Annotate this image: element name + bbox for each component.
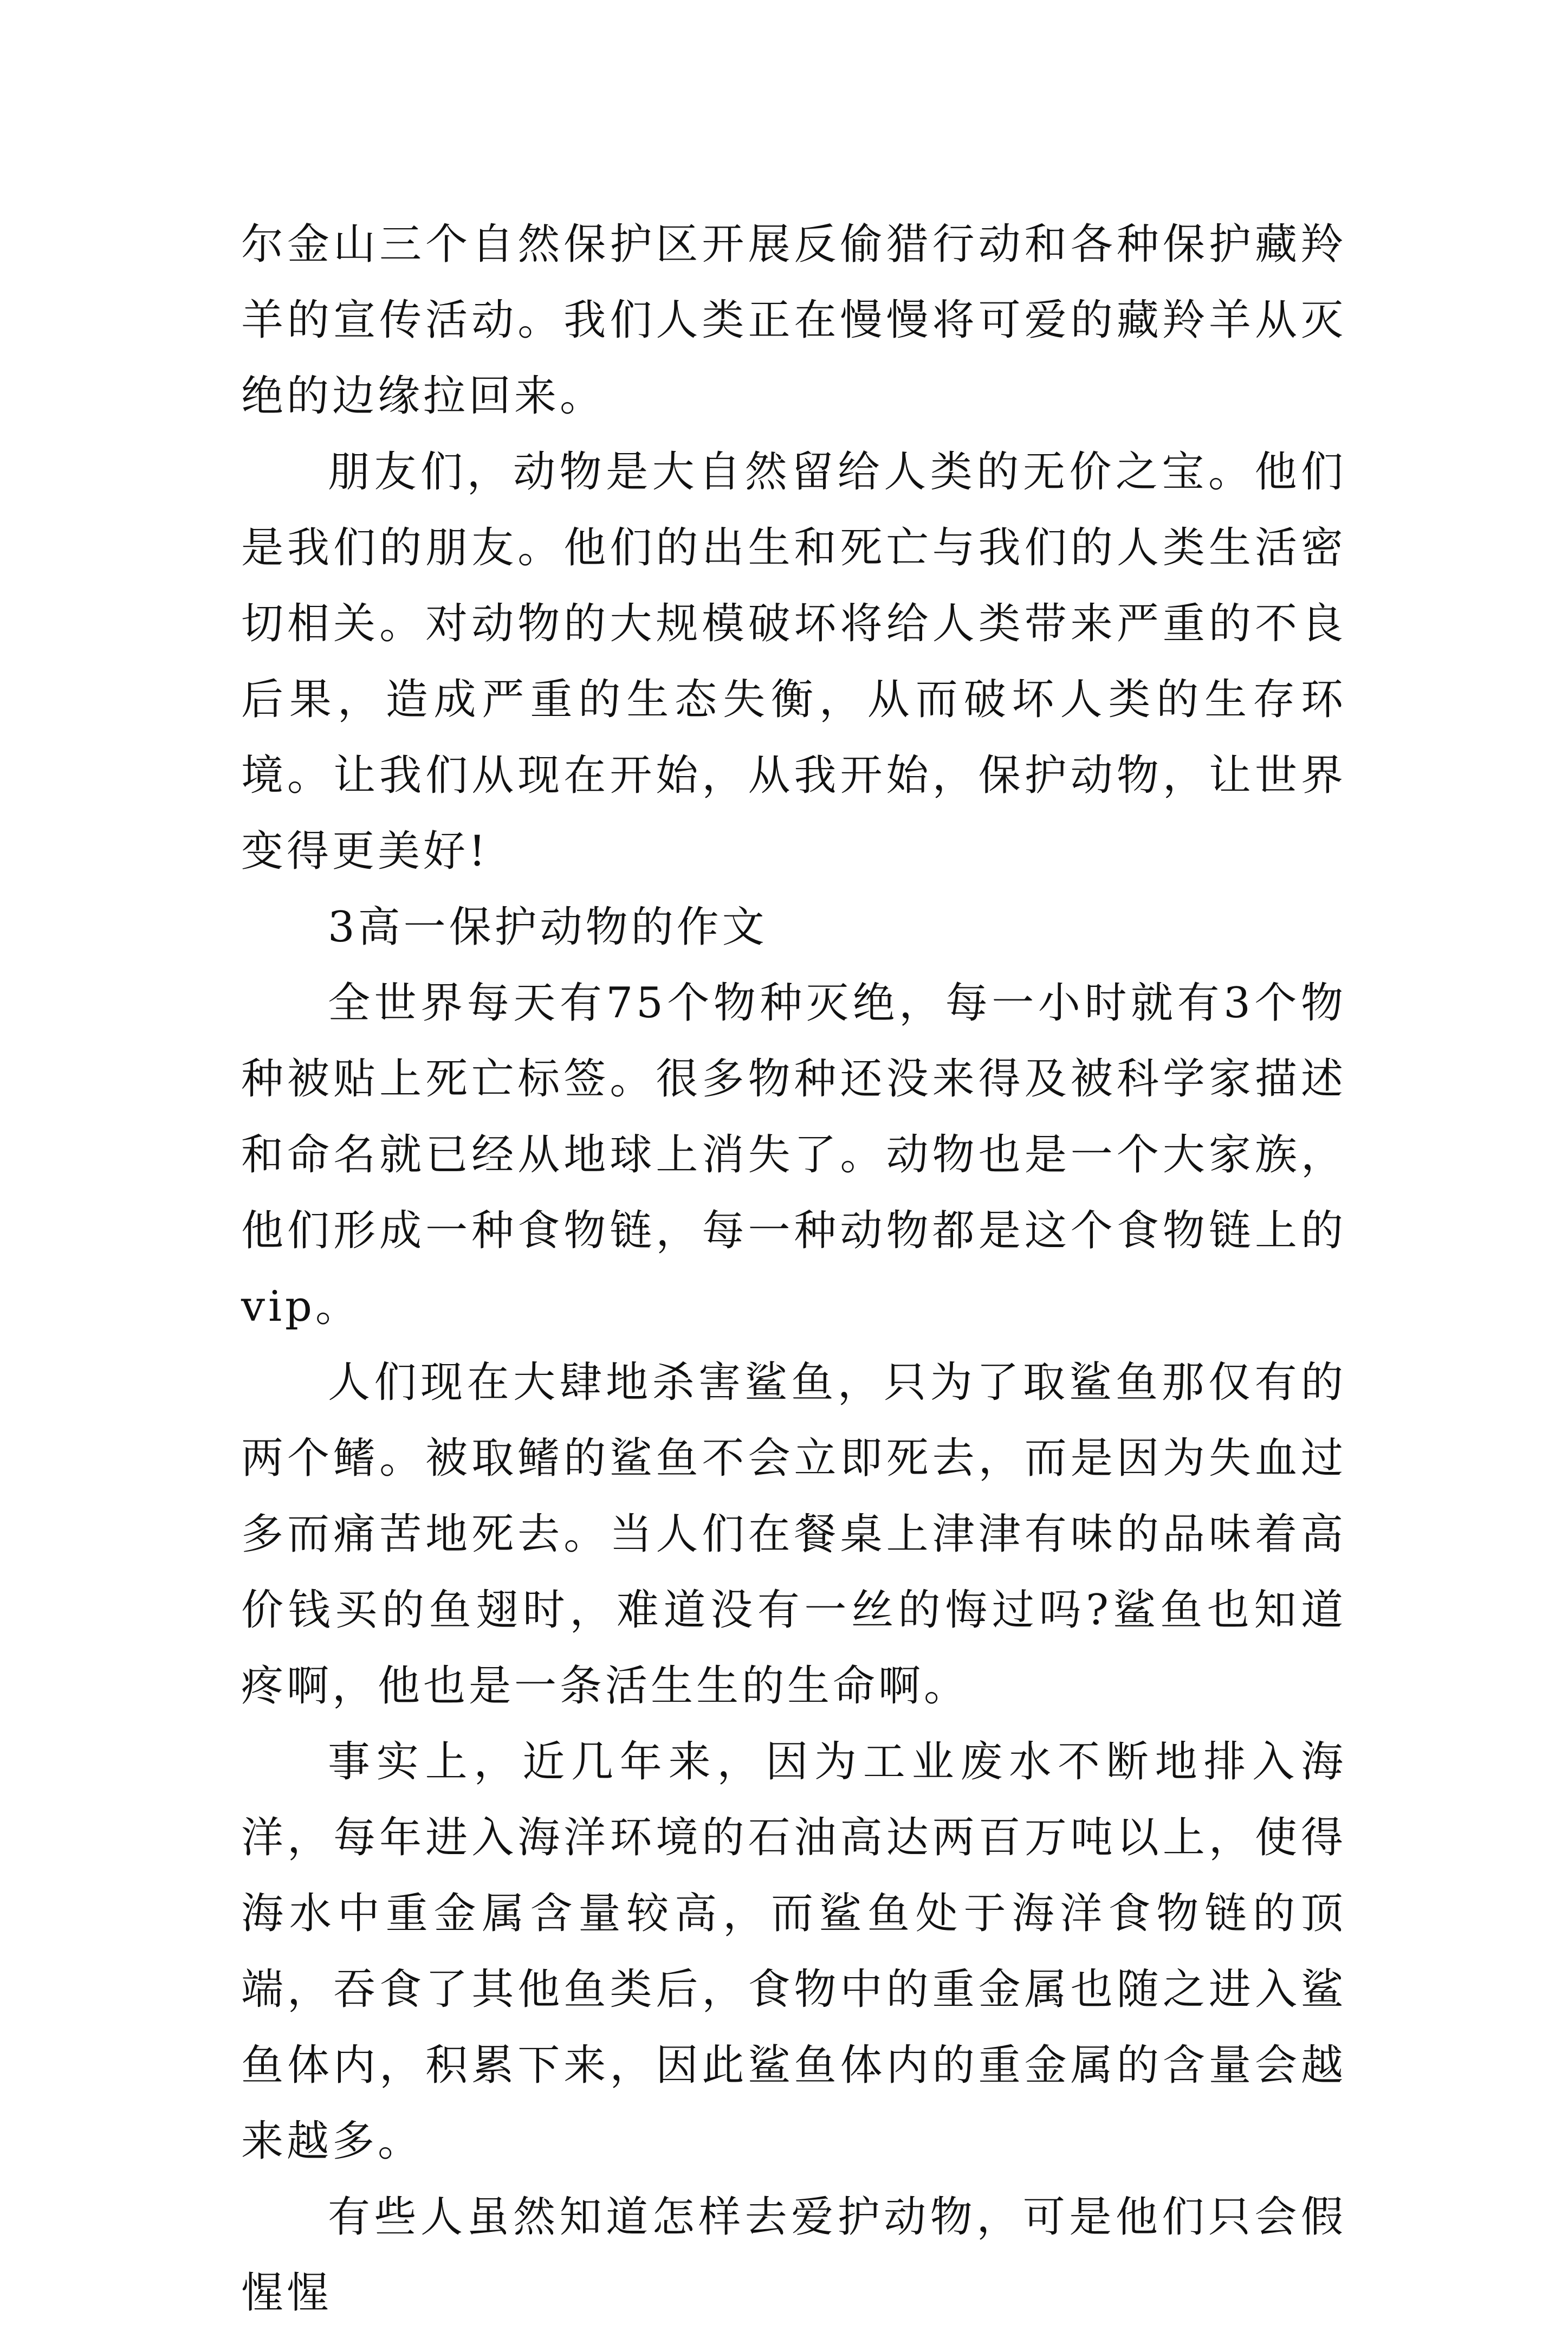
paragraph: 事实上，近几年来，因为工业废水不断地排入海洋，每年进入海洋环境的石油高达两百万吨以上，使得海水中重金属含量较高，而鲨鱼处于海洋食物链的顶端，吞食了其他鱼类后，食物中的重金属也随之进入鲨鱼体内，积累下来，因此鲨鱼体内的重金属的含量会越来越多。 [241,1738,1346,2166]
paragraph: 朋友们，动物是大自然留给人类的无价之宝。他们是我们的朋友。他们的出生和死亡与我们的人类生活密切相关。对动物的大规模破坏将给人类带来严重的不良后果，造成严重的生态失衡，从而破坏人类的生存环境。让我们从现在开始，从我开始，保护动物，让世界变得更美好! [241,448,1346,876]
paragraph-continued: 尔金山三个自然保护区开展反偷猎行动和各种保护藏羚羊的宣传活动。我们人类正在慢慢将可爱的藏羚羊从灭绝的边缘拉回来。 [241,220,1346,421]
paragraph: 全世界每天有75个物种灭绝，每一小时就有3个物种被贴上死亡标签。很多物种还没来得及被科学家描述和命名就已经从地球上消失了。动物也是一个大家族，他们形成一种食物链，每一种动物都是这个食物链上的vip。 [241,979,1346,1331]
paragraph: 有些人虽然知道怎样去爱护动物，可是他们只会假惺惺 [241,2193,1346,2317]
section-heading: 3高一保护动物的作文 [328,903,768,952]
body-text [241,206,1346,2331]
paragraph: 人们现在大肆地杀害鲨鱼，只为了取鲨鱼那仅有的两个鳍。被取鳍的鲨鱼不会立即死去，而是因为失血过多而痛苦地死去。当人们在餐桌上津津有味的品味着高价钱买的鱼翅时，难道没有一丝的悔过吗?鲨鱼也知道疼啊，他也是一条活生生的生命啊。 [241,1358,1346,1710]
